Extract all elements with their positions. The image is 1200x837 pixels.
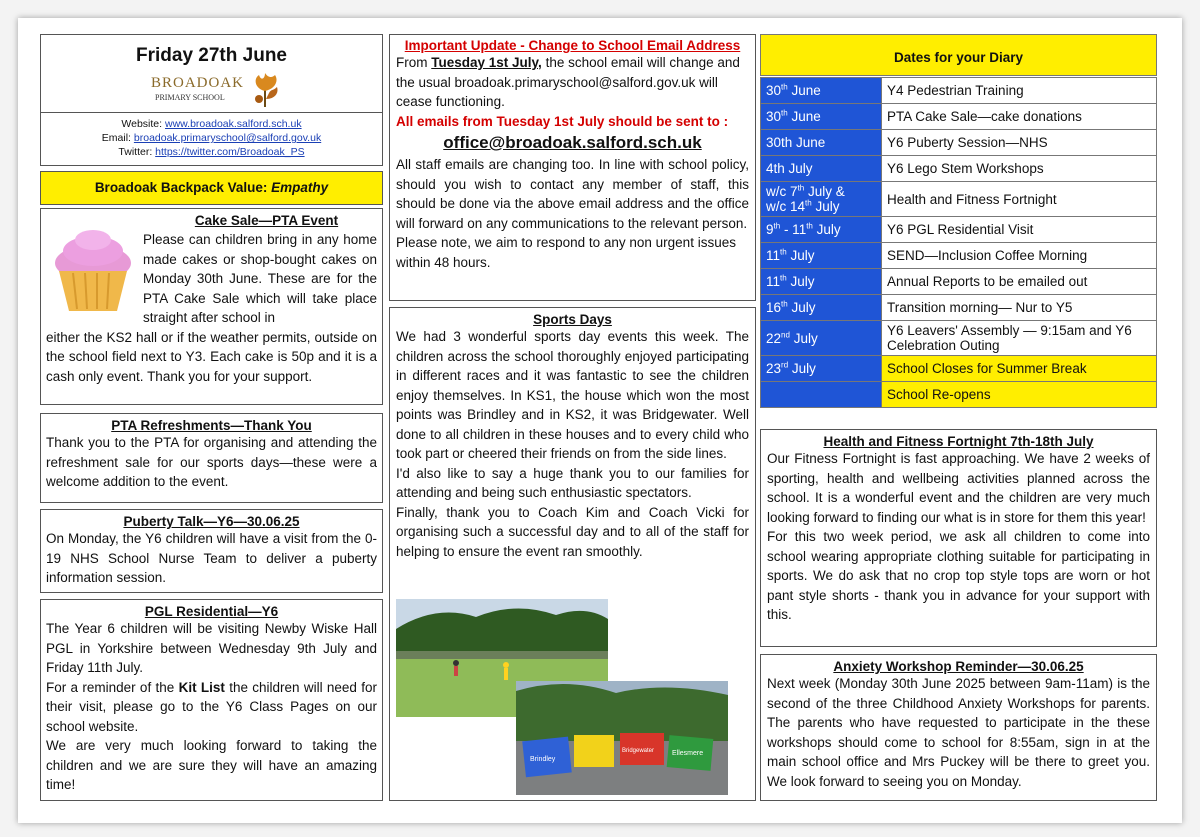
diary-row — [761, 295, 1157, 321]
pta-refreshments-text: Thank you to the PTA for organising and attending the refreshment sale for our sports days—these were a welcome addition to the event. — [46, 435, 377, 489]
cupcake-icon — [51, 227, 135, 313]
diary-event: PTA Cake Sale—cake donations — [882, 104, 1157, 130]
diary-date: 30th June — [761, 130, 882, 156]
fitness-fortnight-section — [760, 429, 1157, 647]
diary-event: Y6 Puberty Session—NHS — [882, 130, 1157, 156]
diary-date: 22nd July — [761, 321, 882, 356]
email-update-title: Important Update - Change to School Email Address — [404, 38, 741, 53]
diary-row — [761, 243, 1157, 269]
date-header — [40, 34, 383, 119]
email-update-paragraph-3: Please note, we aim to respond to any non urgent issues within 48 hours. — [396, 235, 736, 270]
backpack-label: Broadoak Backpack Value: — [94, 180, 268, 195]
diary-event: School Re-opens — [882, 382, 1157, 408]
diary-date: w/c 7th July & w/c 14th July — [761, 182, 882, 217]
email-update-red-line: All emails from Tuesday 1st July should be sent to : — [396, 113, 729, 129]
diary-table-box — [760, 77, 1157, 422]
diary-date: 9th - 11th July — [761, 217, 882, 243]
diary-row — [761, 356, 1157, 382]
diary-title: Dates for your Diary — [893, 50, 1024, 65]
school-name: BROADOAK — [151, 75, 245, 91]
pgl-paragraph-2: For a reminder of the Kit List the children will need for their visit, please go to the Y6 Class Pages on our school website. — [46, 679, 377, 734]
sports-paragraph-1: We had 3 wonderful sports day events this week. The children across the school thoroughly enjoyed participating in different races and it was fantastic to see the children enjoy themselves. In KS1, the house which won the most points was Brindley and in KS2, it was Bridgewater. Well done to all children in these houses and to every child who took part or cheered their friends on from the side lines. — [396, 329, 749, 461]
diary-title-box — [760, 34, 1157, 76]
diary-event: SEND—Inclusion Coffee Morning — [882, 243, 1157, 269]
diary-row — [761, 104, 1157, 130]
pgl-residential-section — [40, 599, 383, 801]
cake-sale-text-bottom: either the KS2 hall or if the weather permits, outside on the school field next to Y3. Each cake is 50p and it is a cash only event. Thank you for your support. — [46, 329, 377, 384]
pgl-title: PGL Residential—Y6 — [144, 604, 279, 619]
pgl-paragraph-1: The Year 6 children will be visiting Newby Wiske Hall PGL in Yorkshire between Wednesday 9th July and Friday 11th July. — [46, 621, 377, 675]
newsletter-page — [18, 18, 1182, 823]
diary-event: Health and Fitness Fortnight — [882, 182, 1157, 217]
sports-days-title: Sports Days — [533, 312, 612, 327]
school-subtitle: PRIMARY SCHOOL — [155, 93, 225, 102]
diary-row — [761, 156, 1157, 182]
diary-date: 30th June — [761, 104, 882, 130]
diary-row — [761, 130, 1157, 156]
new-email-address[interactable]: office@broadoak.salford.sch.uk — [443, 133, 702, 152]
backpack-value-banner — [40, 171, 383, 205]
puberty-talk-section — [40, 509, 383, 593]
fitness-paragraph-2: For this two week period, we ask all children to come into school wearing appropriate clothing suitable for participating in sports. We do ask that no crop top style tops are worn or hot pant style shorts - thank you in advance for your support with this. — [767, 529, 1150, 622]
cake-sale-section — [40, 208, 383, 405]
diary-row — [761, 269, 1157, 295]
puberty-talk-text: On Monday, the Y6 children will have a visit from the 0-19 NHS School Nurse Team to deliver a puberty information session. — [46, 531, 377, 585]
puberty-talk-title: Puberty Talk—Y6—30.06.25 — [123, 514, 300, 529]
diary-event: Y6 Lego Stem Workshops — [882, 156, 1157, 182]
fitness-paragraph-1: Our Fitness Fortnight is fast approaching. We have 2 weeks of sporting, health and wellbeing activities planned across the school. It is a wonderful event and the children are very much looking forward to finding our what is in store for them this year! — [767, 451, 1150, 525]
pgl-paragraph-3: We are very much looking forward to taking the children and we are sure they will have an amazing time! — [46, 738, 377, 792]
contact-box — [40, 112, 383, 166]
flag-brindley-label: Brindley — [530, 756, 556, 763]
school-logo — [151, 75, 291, 115]
diary-date: 16th July — [761, 295, 882, 321]
email-update-paragraph-1: From Tuesday 1st July, the school email will change and the usual broadoak.primaryschool@salford.gov.uk will cease functioning. — [396, 55, 740, 109]
sports-paragraph-3: Finally, thank you to Coach Kim and Coach Vicki for organising such a successful day and to all of the staff for helping to ensure the event ran smoothly. — [396, 504, 749, 559]
diary-date: 30th June — [761, 78, 882, 104]
flag-bridgewater-label: Bridgewater — [622, 748, 655, 754]
sports-paragraph-2: I'd also like to say a huge thank you to our families for attending and being such enthusiastic spectators. — [396, 465, 749, 500]
email-link[interactable]: broadoak.primaryschool@salford.gov.uk — [133, 132, 322, 144]
email-label: Email: — [101, 132, 131, 144]
anxiety-workshop-section — [760, 654, 1157, 801]
newsletter-date: Friday 27th June — [136, 45, 287, 66]
flag-ellesmere-label: Ellesmere — [672, 750, 704, 757]
kit-list-text: Kit List — [178, 679, 225, 695]
pta-refreshments-title: PTA Refreshments—Thank You — [111, 418, 312, 433]
anxiety-text: Next week (Monday 30th June 2025 between 9am-11am) is the second of the three Childhood Anxiety Workshops for parents. The parents who have requested to participate in the these workshops should come to school for 8:55am, sign in at the main school office and Mrs Puckey will be there to greet you. We look forward to seeing you on Monday. — [767, 676, 1150, 789]
oak-leaf-icon — [249, 71, 283, 109]
diary-event: Transition morning— Nur to Y5 — [882, 295, 1157, 321]
diary-table — [760, 77, 1157, 408]
diary-event: School Closes for Summer Break — [882, 356, 1157, 382]
anxiety-title: Anxiety Workshop Reminder—30.06.25 — [833, 659, 1084, 674]
diary-event: Annual Reports to be emailed out — [882, 269, 1157, 295]
diary-event: Y6 Leavers' Assembly — 9:15am and Y6 Celebration Outing — [882, 321, 1157, 356]
diary-date: 4th July — [761, 156, 882, 182]
diary-event: Y4 Pedestrian Training — [882, 78, 1157, 104]
diary-row — [761, 217, 1157, 243]
email-update-paragraph-2: All staff emails are changing too. In line with school policy, should you wish to contact any member of staff, this should be done via the above email address and the office will forward on any communications to the relevant person. — [396, 157, 749, 231]
pta-refreshments-section — [40, 413, 383, 503]
cake-sale-text-top: Please can children bring in any home made cakes or shop-bought cakes on Monday 30th June. These are for the PTA Cake Sale which will take place straight after school in — [143, 232, 377, 325]
cake-sale-title: Cake Sale—PTA Event — [194, 213, 339, 228]
twitter-link[interactable]: https://twitter.com/Broadoak_PS — [155, 146, 305, 158]
diary-date: 23rd July — [761, 356, 882, 382]
website-link[interactable]: www.broadoak.salford.sch.uk — [165, 118, 302, 130]
backpack-value: Empathy — [271, 180, 329, 195]
sports-days-section — [389, 307, 756, 801]
website-label: Website: — [121, 118, 163, 130]
diary-date — [761, 382, 882, 408]
diary-row — [761, 182, 1157, 217]
twitter-label: Twitter: — [118, 146, 153, 158]
diary-row — [761, 78, 1157, 104]
email-update-section — [389, 34, 756, 301]
diary-row — [761, 382, 1157, 408]
fitness-title: Health and Fitness Fortnight 7th-18th July — [823, 434, 1094, 449]
sports-photo-flags — [516, 681, 728, 795]
diary-event: Y6 PGL Residential Visit — [882, 217, 1157, 243]
diary-date: 11th July — [761, 269, 882, 295]
diary-date: 11th July — [761, 243, 882, 269]
diary-row — [761, 321, 1157, 356]
